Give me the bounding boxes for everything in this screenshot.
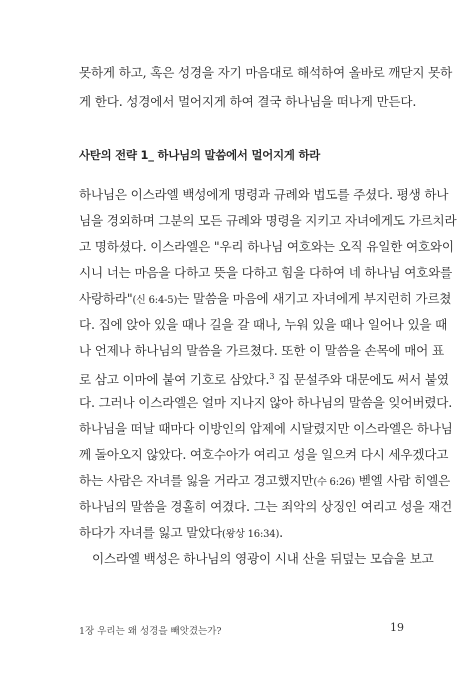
body-line-5-text-a: 사랑하라" bbox=[79, 291, 133, 306]
scripture-reference-deut: (신 6:4-5) bbox=[132, 295, 178, 306]
body-line-9: 다. 그러나 이스라엘은 얼마 지나지 않아 하나님의 말씀을 잊어버렸다. bbox=[79, 395, 453, 410]
body-line-12-text-a: 하는 사람은 자녀를 잃을 거라고 경고했지만 bbox=[79, 473, 314, 488]
page-number: 19 bbox=[390, 621, 404, 634]
body-line-8-text-b: 집 문설주와 대문에도 써서 붙였 bbox=[274, 372, 449, 388]
body-line-14 bbox=[79, 524, 404, 544]
body-line-12-text-b: 벧엘 사람 히엘은 bbox=[354, 473, 451, 488]
footnote-marker: 3 bbox=[269, 372, 275, 381]
section-heading: 사탄의 전략 1_ 하나님의 말씀에서 멀어지게 하라 bbox=[79, 148, 321, 162]
body-line-7: 나 언제나 하나님의 말씀을 가르쳤다. 또한 이 말씀을 손목에 매어 표 bbox=[79, 343, 444, 358]
intro-line-2: 게 한다. 성경에서 멀어지게 하여 결국 하나님을 떠나게 만든다. bbox=[79, 94, 417, 109]
intro-line-1: 못하게 하고, 혹은 성경을 자기 마음대로 해석하여 올바로 깨닫지 못하 bbox=[79, 65, 453, 80]
body-line-1: 하나님은 이스라엘 백성에게 명령과 규례와 법도를 주셨다. 평생 하나 bbox=[79, 187, 449, 202]
body-line-14-text-b: . bbox=[279, 525, 283, 540]
body-line-10: 하나님을 떠날 때마다 이방인의 압제에 시달렸지만 이스라엘은 하나님 bbox=[79, 421, 453, 436]
body-line-2: 님을 경외하며 그분의 모든 규례와 명령을 지키고 자녀에게도 가르치라 bbox=[79, 213, 457, 228]
body-line-5-text-b: 는 말씀을 마음에 새기고 자녀에게 부지런히 가르쳤 bbox=[177, 291, 452, 306]
body-line-11: 께 돌아오지 않았다. 여호수아가 여리고 성을 일으켜 다시 세우겠다고 bbox=[79, 447, 449, 462]
body-line-15: 이스라엘 백성은 하나님의 영광이 시내 산을 뒤덮는 모습을 보고 bbox=[92, 551, 434, 566]
scripture-reference-joshua: (수 6:26) bbox=[313, 477, 355, 488]
body-line-3: 고 명하셨다. 이스라엘은 "우리 하나님 여호와는 오직 유일한 여호와이 bbox=[79, 239, 454, 254]
body-line-6: 다. 집에 앉아 있을 때나 길을 갈 때나, 누워 있을 때나 일어나 있을 때 bbox=[79, 317, 448, 332]
body-line-5 bbox=[79, 290, 452, 310]
body-line-8-text-a: 로 삼고 이마에 붙여 기호로 삼았다. bbox=[79, 372, 270, 388]
body-line-14-text-a: 하다가 자녀를 잃고 말았다 bbox=[79, 525, 223, 540]
body-line-13: 하나님의 말씀을 경홀히 여겼다. 그는 죄악의 상징인 여리고 성을 재건 bbox=[79, 499, 453, 514]
scripture-reference-kings: (왕상 16:34) bbox=[222, 529, 280, 540]
body-line-12 bbox=[79, 472, 451, 492]
running-footer-chapter: 1장 우리는 왜 성경을 빼앗겼는가? bbox=[79, 626, 222, 637]
body-line-8 bbox=[79, 368, 449, 389]
body-line-4: 시니 너는 마음을 다하고 뜻을 다하고 힘을 다하여 네 하나님 여호와를 bbox=[79, 265, 453, 280]
